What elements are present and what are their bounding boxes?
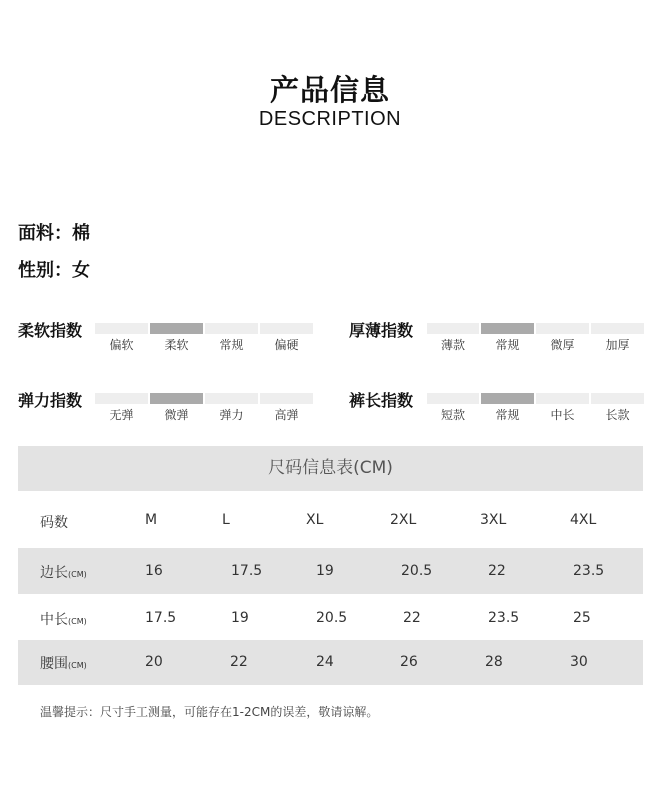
header-label: 码数: [40, 515, 68, 531]
table-header-row: [18, 491, 643, 548]
table-cell: 20: [145, 654, 163, 670]
header-size: 4XL: [570, 512, 597, 528]
table-cell: 30: [570, 654, 588, 670]
size-table: [18, 446, 643, 685]
scale-label: 弹力指数: [18, 391, 83, 410]
table-cell: 24: [316, 654, 334, 670]
scale-segment: [95, 323, 148, 334]
thickness-scale: [349, 318, 649, 358]
scale-segment: [427, 393, 479, 404]
scale-option: 长款: [605, 408, 630, 422]
scale-option: 常规: [219, 338, 244, 352]
table-cell: 28: [485, 654, 503, 670]
scale-segment: [150, 323, 203, 334]
softness-scale: [18, 318, 318, 358]
table-cell: 17.5: [231, 563, 263, 579]
scale-segment: [205, 393, 258, 404]
pants-length-scale: [349, 388, 649, 428]
scale-option: 无弹: [109, 408, 134, 422]
table-title: 尺码信息表(CM): [268, 458, 393, 478]
row-label: 边长(CM): [40, 565, 87, 581]
scale-option: 中长: [550, 408, 575, 422]
scale-segment: [95, 393, 148, 404]
scale-segment: [536, 393, 589, 404]
scale-segment: [427, 323, 479, 334]
scale-option: 常规: [495, 408, 520, 422]
table-cell: 22: [230, 654, 248, 670]
table-cell: 19: [316, 563, 334, 579]
gender-label: 性别：: [18, 260, 72, 281]
scale-label: 柔软指数: [18, 321, 83, 340]
gender-value: 女: [72, 260, 90, 281]
table-cell: 23.5: [488, 610, 520, 626]
fabric-label: 面料：: [18, 223, 72, 244]
table-cell: 23.5: [573, 563, 605, 579]
scale-option: 常规: [495, 338, 520, 352]
scale-segment: [481, 323, 534, 334]
scale-option: 加厚: [605, 338, 630, 352]
gender-info: [18, 256, 90, 282]
fabric-value: 棉: [72, 223, 90, 244]
header-size: XL: [306, 512, 324, 528]
scale-segment: [591, 393, 644, 404]
table-cell: 19: [231, 610, 249, 626]
scale-segment: [205, 323, 258, 334]
scale-option: 偏硬: [274, 338, 299, 352]
scale-segment: [150, 393, 203, 404]
row-label: 腰围(CM): [40, 656, 87, 672]
table-cell: 16: [145, 563, 163, 579]
measurement-note: 温馨提示：尺寸手工测量，可能存在1-2CM的误差，敬请谅解。: [40, 705, 379, 719]
scale-option: 微厚: [550, 338, 575, 352]
table-cell: 25: [573, 610, 591, 626]
scale-option: 微弹: [164, 408, 189, 422]
table-cell: 20.5: [316, 610, 348, 626]
scale-option: 偏软: [109, 338, 134, 352]
table-cell: 20.5: [401, 563, 433, 579]
scale-option: 薄款: [440, 338, 465, 352]
scale-segment: [536, 323, 589, 334]
scale-option: 弹力: [219, 408, 244, 422]
scale-label: 厚薄指数: [349, 321, 414, 340]
header-size: M: [145, 512, 158, 528]
page-subtitle: DESCRIPTION: [258, 108, 402, 130]
header-size: 3XL: [480, 512, 507, 528]
header-size: 2XL: [390, 512, 417, 528]
scale-segment: [481, 393, 534, 404]
scale-segment: [260, 393, 313, 404]
scale-option: 短款: [440, 408, 465, 422]
page-title: 产品信息: [269, 73, 390, 107]
table-cell: 17.5: [145, 610, 177, 626]
scale-label: 裤长指数: [349, 391, 414, 410]
scale-segment: [591, 323, 644, 334]
fabric-info: [18, 219, 90, 245]
elasticity-scale: [18, 388, 318, 428]
header-size: L: [222, 512, 230, 528]
scale-option: 高弹: [274, 408, 299, 422]
scale-segment: [260, 323, 313, 334]
table-cell: 22: [488, 563, 506, 579]
table-cell: 22: [403, 610, 421, 626]
scale-option: 柔软: [164, 338, 189, 352]
row-label: 中长(CM): [40, 612, 87, 628]
table-cell: 26: [400, 654, 418, 670]
